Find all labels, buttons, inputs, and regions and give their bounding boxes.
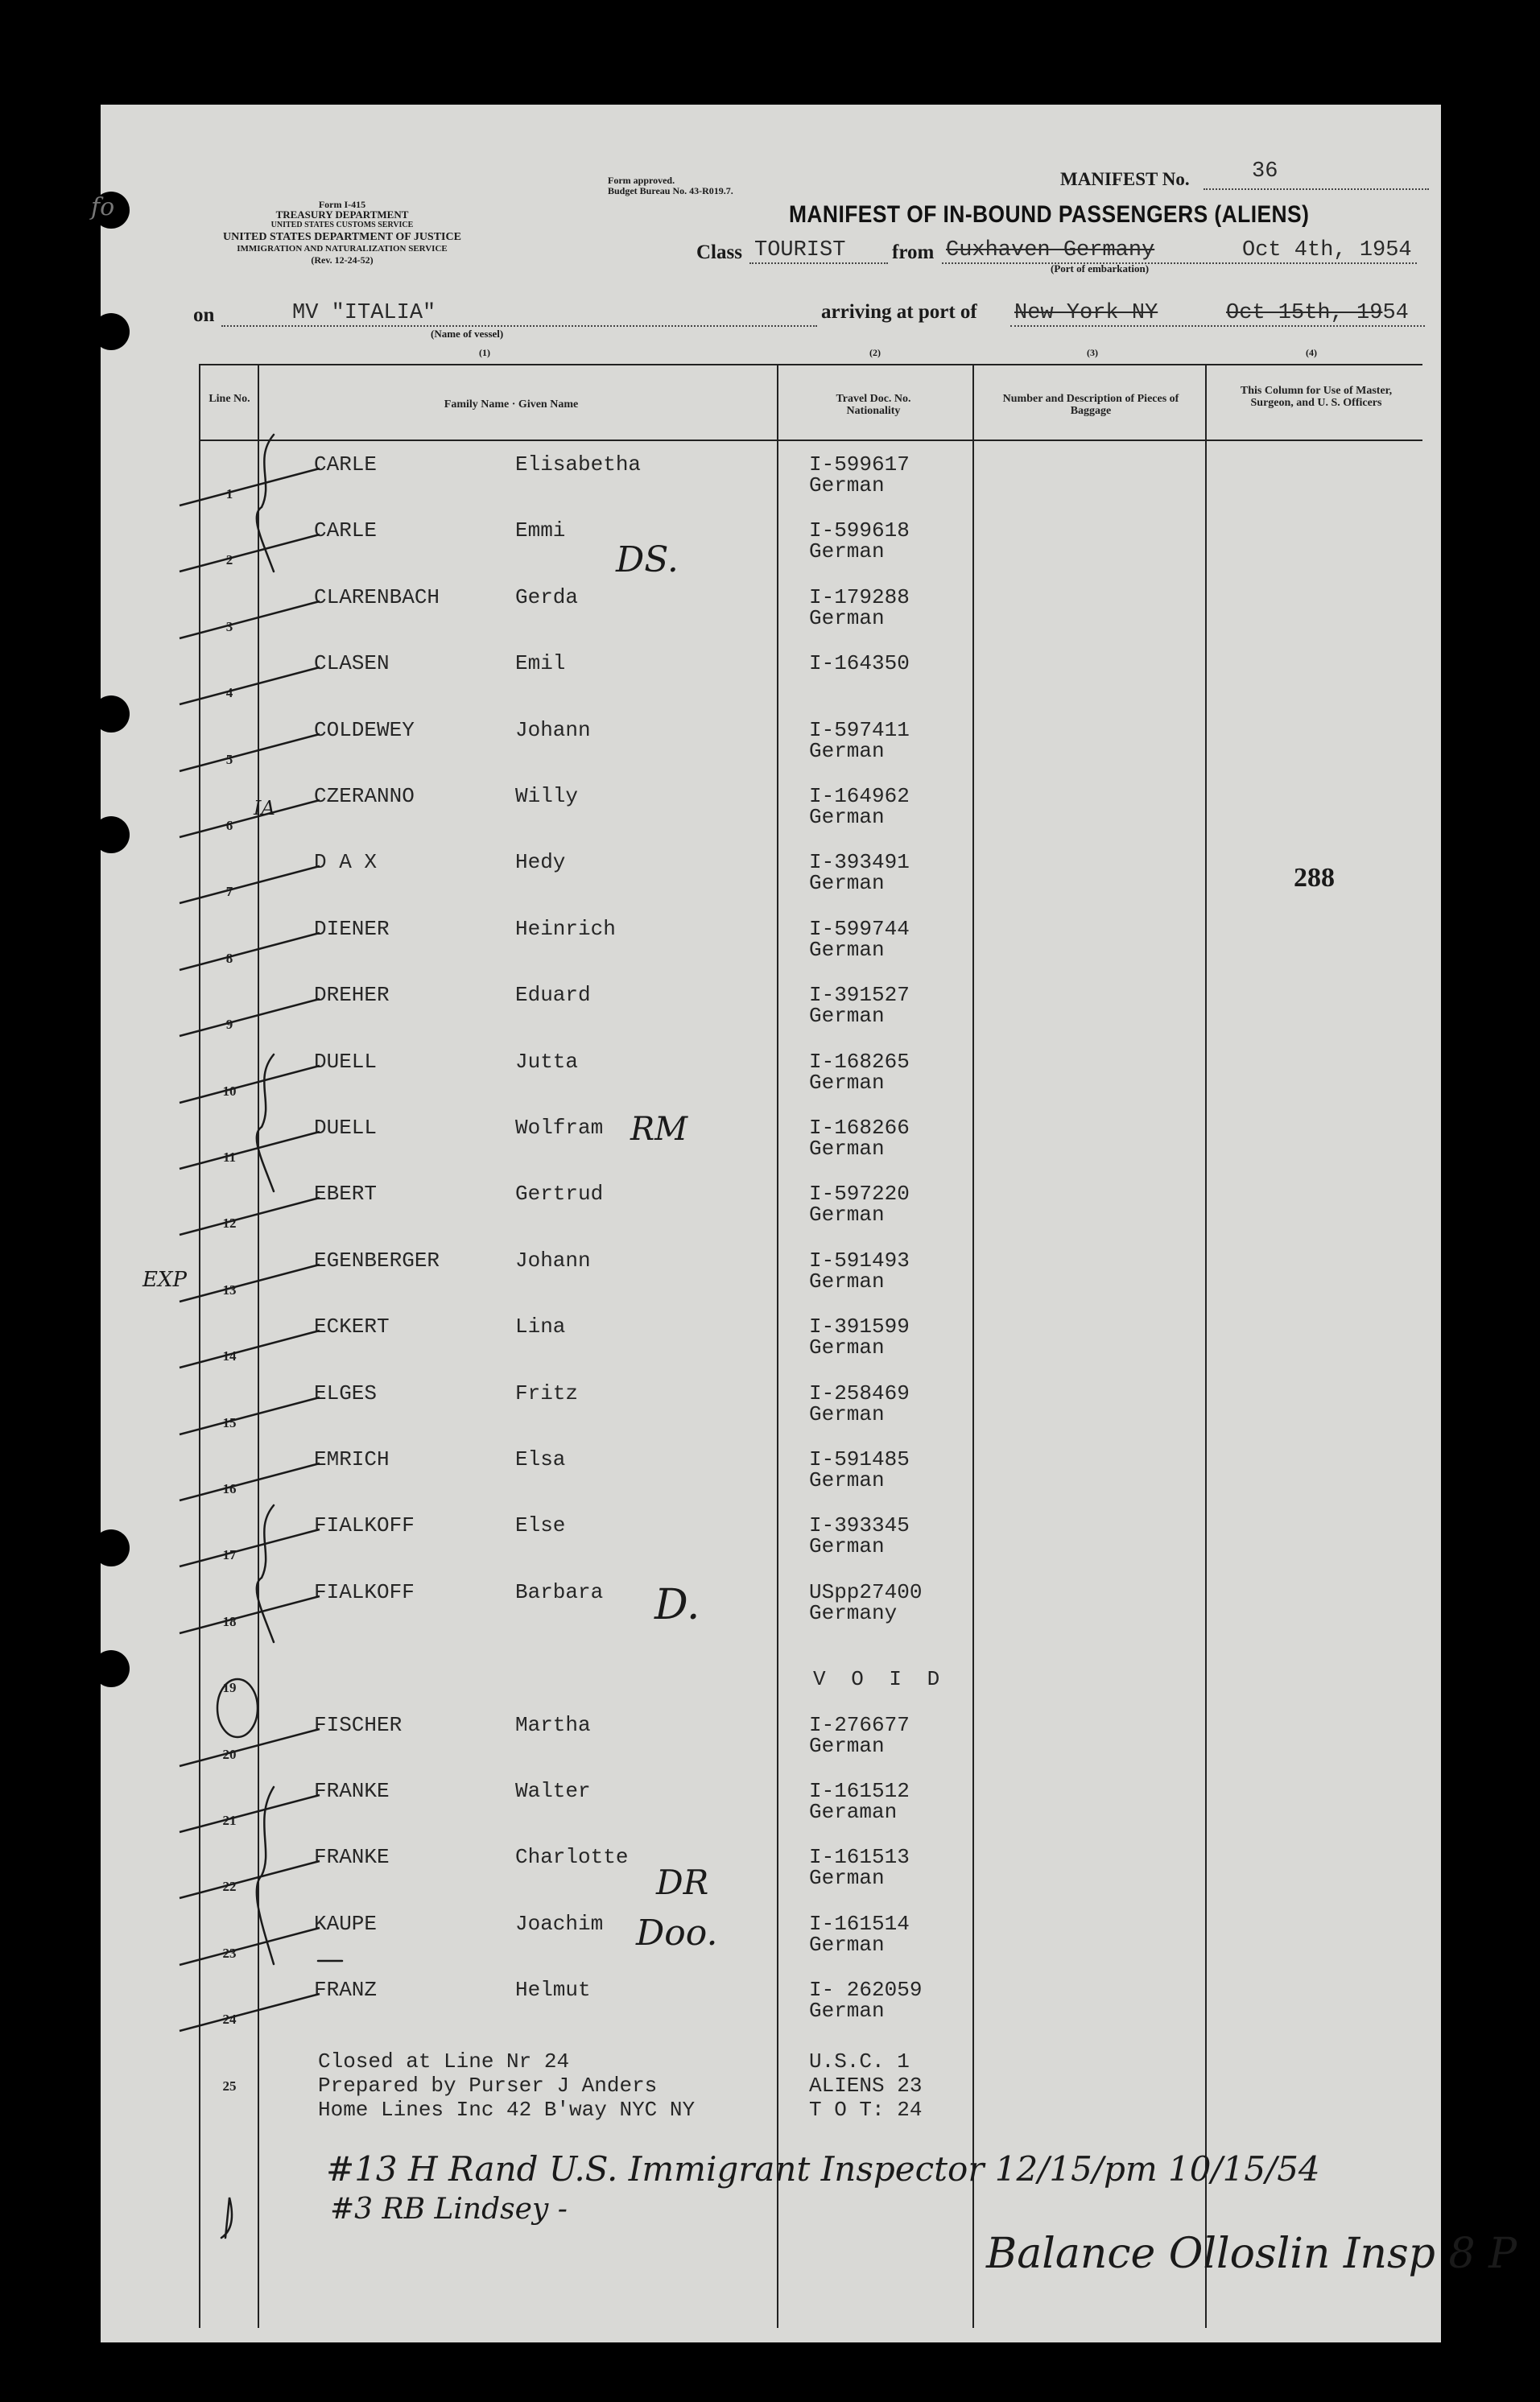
- travel-doc-number: I- 262059: [809, 1978, 923, 2003]
- line-number: 2: [225, 552, 233, 568]
- given-name: Johann: [515, 717, 591, 742]
- balance-signature: Balance Olloslin Insp 8 P: [986, 2230, 1517, 2278]
- family-name: FISCHER: [314, 1712, 403, 1737]
- given-name: Else: [515, 1513, 566, 1538]
- nationality: German: [809, 1932, 885, 1957]
- travel-doc-number: I-258469: [809, 1381, 910, 1405]
- nationality: German: [809, 473, 885, 497]
- initials-d: D.: [654, 1581, 700, 1629]
- justice-dept: UNITED STATES DEPARTMENT OF JUSTICE: [223, 231, 461, 243]
- travel-doc-number: I-168265: [809, 1049, 910, 1074]
- footer-prepared: Prepared by Purser J Anders: [318, 2074, 658, 2098]
- family-name: FIALKOFF: [314, 1513, 415, 1538]
- family-name: D A X: [314, 850, 378, 875]
- line-number: 8: [225, 950, 233, 966]
- arrival-port: New York NY: [1014, 301, 1158, 325]
- line-number: 5: [225, 751, 233, 767]
- given-name: Fritz: [515, 1381, 579, 1405]
- travel-doc-number: I-161512: [809, 1779, 910, 1803]
- given-name: Emil: [515, 651, 566, 676]
- travel-doc-number: I-276677: [809, 1712, 910, 1737]
- family-name: ECKERT: [314, 1314, 390, 1339]
- family-name: FRANKE: [314, 1779, 390, 1803]
- line-number: 11: [222, 1149, 237, 1165]
- travel-doc-number: I-599617: [809, 452, 910, 477]
- nationality: German: [809, 1534, 885, 1559]
- nationality: German: [809, 1733, 885, 1758]
- travel-doc-number: I-599618: [809, 518, 910, 543]
- footer-aliens: ALIENS 23: [809, 2074, 923, 2098]
- family-name: DIENER: [314, 916, 390, 941]
- line-number: 21: [222, 1813, 237, 1828]
- col-num-4: (4): [1306, 347, 1317, 358]
- manifest-title: MANIFEST OF IN-BOUND PASSENGERS (ALIENS): [789, 201, 1310, 228]
- arriving-label: arriving at port of: [821, 301, 977, 323]
- given-name: Elisabetha: [515, 452, 642, 477]
- footer-home-lines: Home Lines Inc 42 B'way NYC NY: [318, 2098, 696, 2122]
- line-number: 7: [225, 884, 233, 900]
- exp-annotation: EXP: [142, 1268, 187, 1292]
- nationality: German: [809, 1203, 885, 1228]
- nationality: German: [809, 539, 885, 564]
- travel-doc-number: I-591485: [809, 1447, 910, 1471]
- initials-doo: Doo.: [636, 1913, 718, 1954]
- arrival-date: Oct 15th, 1954: [1226, 301, 1409, 325]
- vessel-caption: (Name of vessel): [431, 328, 504, 340]
- given-name: Lina: [515, 1314, 566, 1339]
- col-num-3: (3): [1087, 347, 1098, 358]
- family-name: EGENBERGER: [314, 1248, 440, 1273]
- col-num-2: (2): [869, 347, 881, 358]
- line-number: 17: [222, 1547, 237, 1563]
- nationality: German: [809, 805, 885, 829]
- line-number: 24: [222, 2012, 237, 2028]
- fo-mark: fo: [91, 193, 115, 221]
- line-number: 13: [222, 1281, 237, 1298]
- line-number: 25: [222, 2078, 237, 2094]
- given-name: Eduard: [515, 983, 591, 1008]
- family-name: CARLE: [314, 452, 378, 477]
- footer-tick: [221, 2198, 232, 2238]
- travel-doc-number: I-393345: [809, 1513, 910, 1538]
- given-name: Jutta: [515, 1049, 579, 1074]
- travel-doc-number: I-179288: [809, 584, 910, 609]
- on-label: on: [193, 304, 215, 326]
- nationality: German: [809, 1269, 885, 1294]
- pen-strokes: [101, 105, 1441, 2342]
- nationality: German: [809, 1401, 885, 1426]
- footer-usc: U.S.C. 1: [809, 2049, 910, 2074]
- line-number: 16: [222, 1481, 237, 1496]
- given-name: Gerda: [515, 584, 579, 609]
- header-baggage: Number and Description of Pieces of Baggage: [1002, 393, 1179, 417]
- given-name: Heinrich: [515, 916, 616, 941]
- manifest-no-value: 36: [1252, 159, 1278, 184]
- nationality: Geraman: [809, 1800, 898, 1824]
- travel-doc-number: I-597411: [809, 717, 910, 742]
- nationality: German: [809, 1866, 885, 1891]
- family-name: DREHER: [314, 983, 390, 1008]
- nationality: German: [809, 937, 885, 962]
- budget-bureau: Budget Bureau No. 43-R019.7.: [608, 185, 733, 196]
- travel-doc-number: I-391527: [809, 983, 910, 1008]
- circle-line-19: [217, 1679, 258, 1737]
- line-number: 14: [222, 1348, 237, 1364]
- header-travel-doc: Travel Doc. No. Nationality: [836, 393, 911, 417]
- treasury-dept: TREASURY DEPARTMENT: [275, 208, 409, 221]
- header-name: Family Name · Given Name: [444, 398, 579, 411]
- nationality: German: [809, 738, 885, 763]
- bracket-1-2: [257, 435, 274, 572]
- given-name: Wolfram: [515, 1116, 604, 1140]
- family-name: COLDEWEY: [314, 717, 415, 742]
- inspector-annotation: #13 H Rand U.S. Immigrant Inspector 12/15/pm 10/15/54: [326, 2149, 1320, 2189]
- given-name: Martha: [515, 1712, 591, 1737]
- line-number: 18: [222, 1613, 237, 1629]
- nationality: German: [809, 1999, 885, 2024]
- travel-doc-number: USpp27400: [809, 1579, 923, 1604]
- header-line-no: Line No.: [208, 393, 250, 405]
- initials-rm: RM: [630, 1111, 688, 1148]
- nationality: German: [809, 1137, 885, 1161]
- given-name: Barbara: [515, 1579, 604, 1604]
- embark-date: Oct 4th, 1954: [1242, 238, 1412, 262]
- from-value: Cuxhaven Germany: [946, 238, 1155, 262]
- ins-service: IMMIGRATION AND NATURALIZATION SERVICE: [237, 244, 448, 254]
- family-name: DUELL: [314, 1049, 378, 1074]
- travel-doc-number: I-391599: [809, 1314, 910, 1339]
- initials-dr: DR: [656, 1863, 709, 1902]
- given-name: Emmi: [515, 518, 566, 543]
- given-name: Charlotte: [515, 1845, 629, 1870]
- given-name: Gertrud: [515, 1182, 604, 1207]
- given-name: Johann: [515, 1248, 591, 1273]
- given-name: Hedy: [515, 850, 566, 875]
- travel-doc-number: I-161514: [809, 1911, 910, 1936]
- family-name: KAUPE: [314, 1911, 378, 1936]
- nationality: German: [809, 1335, 885, 1360]
- travel-doc-number: I-393491: [809, 850, 910, 875]
- line-number: 19: [222, 1680, 237, 1696]
- officer-number: 288: [1294, 863, 1335, 893]
- vessel-name: MV "ITALIA": [292, 301, 436, 325]
- family-name: CARLE: [314, 518, 378, 543]
- footer-closed: Closed at Line Nr 24: [318, 2049, 570, 2074]
- col-num-1: (1): [479, 347, 490, 358]
- family-name: CLASEN: [314, 651, 390, 676]
- line-number: 4: [225, 685, 233, 701]
- line-number: 1: [225, 486, 233, 501]
- travel-doc-number: I-161513: [809, 1845, 910, 1870]
- line-number: 12: [222, 1215, 237, 1232]
- customs-service: UNITED STATES CUSTOMS SERVICE: [270, 221, 414, 229]
- second-annotation: #3 RB Lindsey -: [330, 2193, 568, 2226]
- given-name: Walter: [515, 1779, 591, 1803]
- family-name: FRANZ: [314, 1978, 378, 2003]
- ia-annotation: IA: [254, 797, 275, 819]
- travel-doc-number: I-599744: [809, 916, 910, 941]
- bracket-17-18: [257, 1505, 274, 1642]
- nationality: German: [809, 605, 885, 630]
- initials-ds: DS.: [616, 539, 679, 580]
- family-name: CZERANNO: [314, 784, 415, 808]
- family-name: CLARENBACH: [314, 584, 440, 609]
- footer-tot: T O T: 24: [809, 2098, 923, 2122]
- form-approved: Form approved.: [608, 175, 675, 186]
- given-name: Helmut: [515, 1978, 591, 2003]
- travel-doc-number: I-164350: [809, 651, 910, 676]
- family-name: FIALKOFF: [314, 1579, 415, 1604]
- line-number: 3: [225, 618, 233, 634]
- line-number: 10: [222, 1083, 237, 1099]
- nationality: German: [809, 1004, 885, 1029]
- line-number: 6: [225, 818, 233, 833]
- travel-doc-number: I-164962: [809, 784, 910, 808]
- line-number: 15: [222, 1414, 237, 1430]
- line-number: 23: [222, 1945, 237, 1961]
- manifest-no-label: MANIFEST No.: [1060, 169, 1190, 189]
- family-name: DUELL: [314, 1116, 378, 1140]
- nationality: German: [809, 1070, 885, 1095]
- class-value: TOURIST: [754, 238, 846, 262]
- given-name: Willy: [515, 784, 579, 808]
- given-name: Joachim: [515, 1911, 604, 1936]
- nationality: German: [809, 871, 885, 896]
- line-number: 20: [222, 1746, 237, 1762]
- from-label: from: [892, 241, 935, 263]
- family-name: FRANKE: [314, 1845, 390, 1870]
- travel-doc-number: I-168266: [809, 1116, 910, 1140]
- line-number: 9: [225, 1017, 233, 1033]
- family-name: ELGES: [314, 1381, 378, 1405]
- form-number: Form I-415: [318, 199, 366, 210]
- line-number: 22: [222, 1879, 237, 1895]
- family-name: EMRICH: [314, 1447, 390, 1471]
- travel-doc-number: I-597220: [809, 1182, 910, 1207]
- revision: (Rev. 12-24-52): [311, 254, 374, 266]
- port-embark-caption: (Port of embarkation): [1051, 262, 1150, 274]
- class-label: Class: [696, 241, 742, 263]
- header-officers: This Column for Use of Master, Surgeon, and U. S. Officers: [1240, 385, 1393, 409]
- given-name: Elsa: [515, 1447, 566, 1471]
- nationality: Germany: [809, 1600, 898, 1625]
- bracket-10-11: [257, 1054, 274, 1191]
- family-name: EBERT: [314, 1182, 378, 1207]
- manifest-sheet: [91, 105, 1517, 2342]
- travel-doc-number: V O I D: [813, 1667, 947, 1692]
- travel-doc-number: I-591493: [809, 1248, 910, 1273]
- bracket-21-23: [257, 1787, 274, 1964]
- nationality: German: [809, 1468, 885, 1492]
